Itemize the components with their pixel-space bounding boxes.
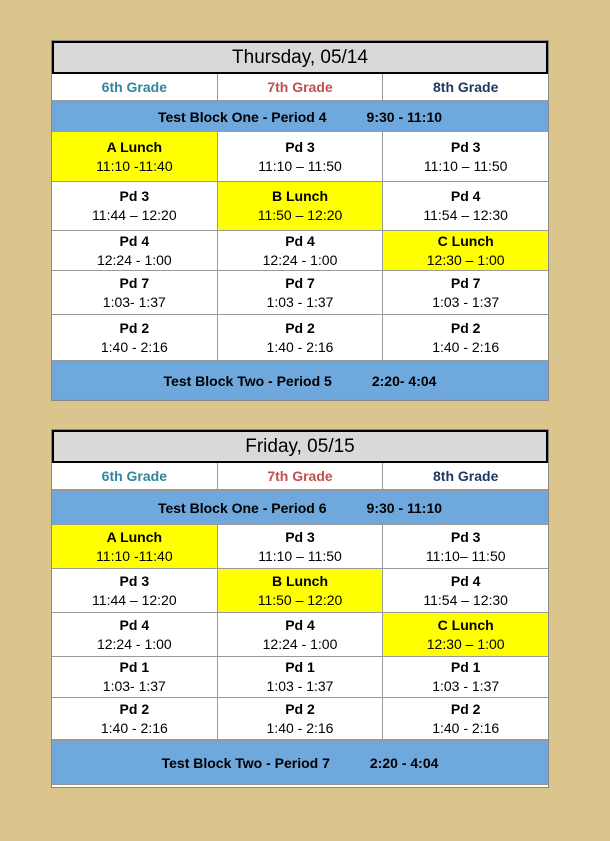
period-cell [218, 271, 384, 314]
period-cell [218, 698, 384, 739]
period-row [52, 525, 548, 569]
period-label: A Lunch [106, 138, 163, 155]
period-label: Pd 3 [285, 528, 315, 545]
period-row [52, 569, 548, 613]
test-block-two [52, 740, 548, 785]
period-time: 11:50 – 12:20 [257, 207, 343, 223]
period-time: 1:40 - 2:16 [432, 719, 500, 736]
period-time: 11:10 – 11:50 [423, 157, 508, 174]
period-time: 1:40 - 2:16 [100, 719, 168, 736]
lunch-cell [383, 613, 548, 656]
period-time: 1:03 - 1:37 [266, 293, 334, 310]
period-label: Pd 2 [450, 700, 481, 717]
period-time: 11:10 -11:40 [96, 547, 173, 564]
block-time: 9:30 - 11:10 [366, 109, 443, 125]
period-cell [52, 231, 218, 270]
period-cell [383, 271, 548, 314]
period-cell [218, 231, 384, 270]
period-label: B Lunch [272, 188, 328, 204]
period-label: Pd 2 [119, 700, 150, 717]
period-label: Pd 7 [119, 274, 150, 291]
period-label: Pd 4 [119, 616, 150, 633]
period-time: 11:10 -11:40 [96, 157, 173, 174]
grade-7-header: 7th Grade [218, 463, 384, 489]
grade-6-header: 6th Grade [52, 74, 218, 100]
lunch-cell [218, 182, 384, 230]
period-time: 1:40 - 2:16 [432, 338, 500, 355]
period-time: 1:40 - 2:16 [100, 338, 168, 355]
period-label: Pd 1 [119, 659, 150, 675]
thursday-schedule [51, 40, 549, 401]
block-label: Test Block Two - Period 5 [163, 373, 332, 389]
period-time: 1:03- 1:37 [102, 678, 166, 694]
block-time: 2:20- 4:04 [371, 373, 437, 389]
test-block-one [52, 101, 548, 132]
period-cell [383, 569, 548, 612]
period-time: 1:40 - 2:16 [266, 719, 334, 736]
period-cell [52, 613, 218, 656]
test-block-one [52, 490, 548, 525]
period-cell [383, 132, 548, 181]
period-cell [52, 271, 218, 314]
period-row [52, 657, 548, 698]
period-label: Pd 2 [285, 319, 315, 336]
grade-header-row [52, 463, 548, 490]
period-label: Pd 2 [119, 319, 150, 336]
period-label: Pd 1 [450, 659, 481, 675]
lunch-cell [52, 525, 218, 568]
period-label: Pd 1 [285, 659, 315, 675]
period-time: 12:24 - 1:00 [96, 635, 172, 652]
period-time: 12:24 - 1:00 [96, 251, 172, 268]
period-row [52, 182, 548, 231]
period-label: Pd 4 [285, 616, 315, 633]
period-label: Pd 3 [450, 528, 481, 545]
period-label: C Lunch [437, 232, 494, 249]
period-row [52, 271, 548, 315]
period-time: 11:54 – 12:30 [423, 207, 508, 223]
period-time: 11:50 – 12:20 [257, 591, 343, 608]
period-time: 12:30 – 1:00 [426, 251, 505, 268]
period-cell [52, 698, 218, 739]
period-time: 11:44 – 12:20 [92, 591, 177, 608]
period-time: 12:30 – 1:00 [426, 635, 505, 652]
period-label: Pd 4 [119, 232, 150, 249]
period-label: Pd 7 [450, 274, 481, 291]
period-cell [52, 182, 218, 230]
period-cell [383, 182, 548, 230]
period-time: 12:24 - 1:00 [262, 635, 338, 652]
grade-8-header: 8th Grade [433, 79, 499, 95]
period-label: A Lunch [106, 528, 163, 545]
period-row [52, 613, 548, 657]
lunch-cell [52, 132, 218, 181]
period-label: Pd 4 [285, 232, 315, 249]
period-row [52, 231, 548, 271]
period-row [52, 132, 548, 182]
period-cell [218, 132, 384, 181]
day-title: Thursday, 05/14 [52, 41, 548, 74]
period-time: 1:03 - 1:37 [266, 678, 334, 694]
period-time: 1:40 - 2:16 [266, 338, 334, 355]
block-label: Test Block One - Period 6 [157, 500, 327, 516]
period-label: B Lunch [272, 572, 328, 589]
period-cell [218, 315, 384, 360]
block-label: Test Block Two - Period 7 [161, 755, 330, 771]
period-label: C Lunch [437, 616, 494, 633]
period-cell [52, 569, 218, 612]
block-time: 2:20 - 4:04 [369, 755, 439, 771]
period-cell [218, 613, 384, 656]
period-label: Pd 2 [450, 319, 481, 336]
period-label: Pd 3 [450, 138, 481, 155]
grade-7-header: 7th Grade [218, 74, 384, 100]
period-cell [383, 698, 548, 739]
lunch-cell [218, 569, 384, 612]
period-cell [52, 657, 218, 697]
period-row [52, 698, 548, 740]
period-cell [218, 525, 384, 568]
lunch-cell [383, 231, 548, 270]
period-time: 11:10 – 11:50 [258, 547, 342, 564]
period-row [52, 315, 548, 361]
period-time: 1:03 - 1:37 [432, 678, 500, 694]
block-time: 9:30 - 11:10 [366, 500, 443, 516]
friday-schedule [51, 429, 549, 788]
period-label: Pd 4 [450, 188, 481, 204]
grade-header-row [52, 74, 548, 101]
period-time: 12:24 - 1:00 [262, 251, 338, 268]
period-cell [52, 315, 218, 360]
period-label: Pd 7 [285, 274, 315, 291]
period-time: 11:44 – 12:20 [92, 207, 177, 223]
day-title: Friday, 05/15 [52, 430, 548, 463]
period-label: Pd 3 [119, 572, 150, 589]
period-time: 11:10 – 11:50 [258, 157, 342, 174]
grade-6-header: 6th Grade [52, 463, 218, 489]
period-label: Pd 4 [450, 572, 481, 589]
test-block-two [52, 361, 548, 400]
period-time: 1:03- 1:37 [102, 293, 166, 310]
block-label: Test Block One - Period 4 [157, 109, 327, 125]
period-cell [383, 525, 548, 568]
period-time: 11:54 – 12:30 [423, 591, 508, 608]
period-cell [383, 315, 548, 360]
period-label: Pd 3 [285, 138, 315, 155]
period-label: Pd 3 [119, 188, 150, 204]
period-label: Pd 2 [285, 700, 315, 717]
period-time: 1:03 - 1:37 [432, 293, 500, 310]
period-cell [383, 657, 548, 697]
period-cell [218, 657, 384, 697]
grade-8-header: 8th Grade [433, 468, 499, 484]
period-time: 11:10– 11:50 [425, 547, 506, 564]
